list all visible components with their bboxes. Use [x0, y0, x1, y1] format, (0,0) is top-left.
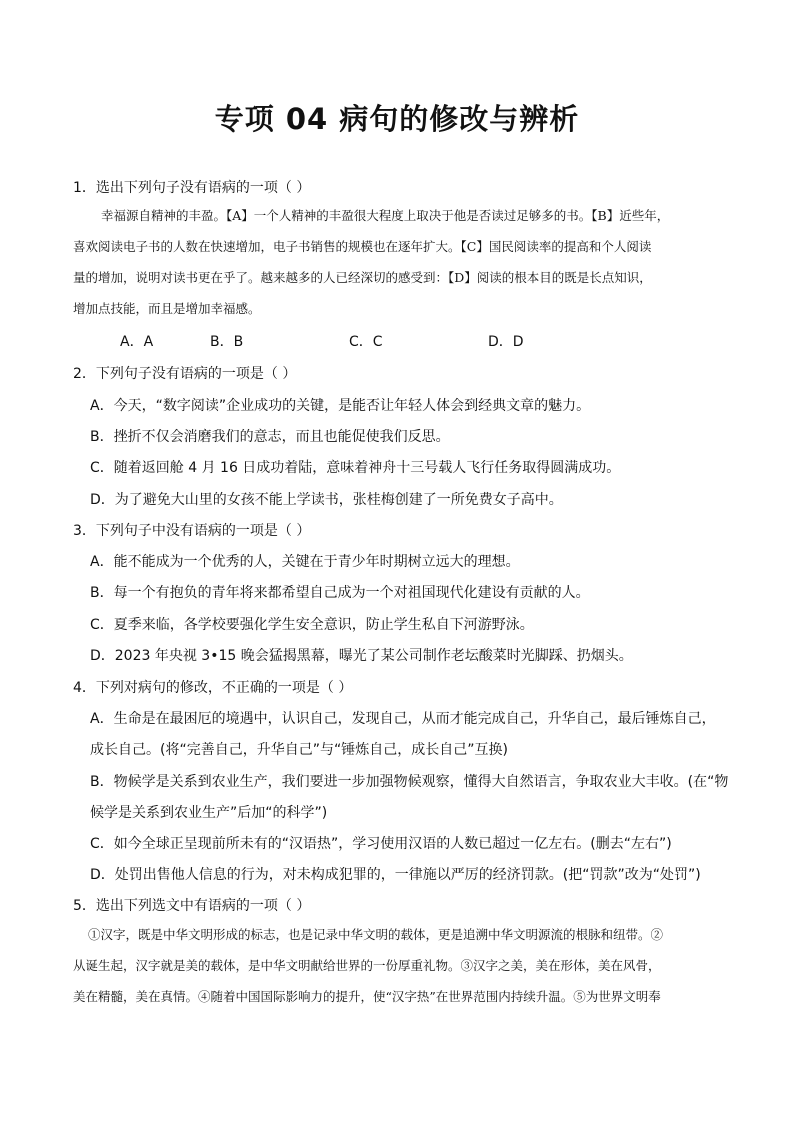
question-2-option-d[interactable]: D．为了避免大山里的女孩不能上学读书，张桂梅创建了一所免费女子高中。 [90, 492, 563, 508]
question-2-option-c[interactable]: C．随着返回舱 4 月 16 日成功着陆，意味着神舟十三号载人飞行任务取得圆满成功。 [90, 460, 621, 476]
passage-line: 喜欢阅读电子书的人数在快速增加，电子书销售的规模也在逐年扩大。【C】国民阅读率的提高和个人阅读 [73, 239, 652, 254]
passage-line: 美在精髓，美在真情。④随着中国国际影响力的提升，使“汉字热”在世界范围内持续升温。⑤为世界文明奉 [73, 989, 661, 1004]
passage-line: 幸福源自精神的丰盈。【A】一个人精神的丰盈很大程度上取决于他是否读过足够多的书。【B】近些年， [101, 208, 670, 223]
passage-line: 增加点技能，而且是增加幸福感。 [73, 301, 261, 316]
question-1-passage [73, 200, 728, 324]
question-1-stem: 1．选出下列句子没有语病的一项（ ） [73, 180, 311, 196]
question-4-option-b[interactable]: B．物候学是关系到农业生产，我们要进一步加强物候观察，懂得大自然语言，争取农业大丰收。(在“物 [90, 774, 729, 790]
question-4-option-c[interactable]: C．如今全球正呈现前所未有的“汉语热”，学习使用汉语的人数已超过一亿左右。(删去“左右”) [90, 836, 672, 852]
question-5-stem: 5．选出下列选文中有语病的一项（ ） [73, 898, 311, 914]
question-3-option-d[interactable]: D．2023 年央视 3•15 晚会猛揭黑幕，曝光了某公司制作老坛酸菜时光脚踩、扔烟头。 [90, 648, 633, 664]
question-5-passage [73, 919, 728, 1012]
passage-line: 从诞生起，汉字就是美的载体，是中华文明献给世界的一份厚重礼物。③汉字之美，美在形体，美在风骨， [73, 958, 661, 973]
question-2-option-b[interactable]: B．挫折不仅会消磨我们的意志，而且也能促使我们反思。 [90, 429, 450, 445]
choice-a[interactable]: A．A [120, 334, 154, 350]
choice-d[interactable]: D．D [488, 334, 524, 350]
passage-line: 量的增加，说明对读书更在乎了。越来越多的人已经深切的感受到：【D】阅读的根本目的既是长点知识， [73, 270, 652, 285]
question-3-stem: 3．下列句子中没有语病的一项是（ ） [73, 523, 311, 539]
question-3-option-a[interactable]: A．能不能成为一个优秀的人，关键在于青少年时期树立远大的理想。 [90, 554, 520, 570]
question-4-option-a-cont: 成长自己。(将“完善自己，升华自己”与“锤炼自己，成长自己”互换) [90, 742, 508, 758]
choice-b[interactable]: B．B [210, 334, 244, 350]
question-4-stem: 4．下列对病句的修改，不正确的一项是（ ） [73, 680, 353, 696]
question-3-option-b[interactable]: B．每一个有抱负的青年将来都希望自己成为一个对祖国现代化建设有贡献的人。 [90, 585, 590, 601]
question-3-option-c[interactable]: C．夏季来临，各学校要强化学生安全意识，防止学生私自下河游野泳。 [90, 617, 534, 633]
passage-line: ①汉字，既是中华文明形成的标志，也是记录中华文明的载体，更是追溯中华文明源流的根脉和纽带。② [88, 927, 664, 942]
question-4-option-d[interactable]: D．处罚出售他人信息的行为，对未构成犯罪的，一律施以严厉的经济罚款。(把“罚款”改为“处罚”) [90, 867, 701, 883]
question-4-option-a[interactable]: A．生命是在最困厄的境遇中，认识自己，发现自己，从而才能完成自己，升华自己，最后锤炼自己， [90, 711, 716, 727]
question-4-option-b-cont: 候学是关系到农业生产”后加“的科学”) [90, 805, 328, 821]
page-title: 专项 04 病句的修改与辨析 [214, 102, 580, 136]
question-2-option-a[interactable]: A．今天，“数字阅读”企业成功的关键，是能否让年轻人体会到经典文章的魅力。 [90, 398, 591, 414]
choice-c[interactable]: C．C [349, 334, 383, 350]
question-2-stem: 2．下列句子没有语病的一项是（ ） [73, 366, 297, 382]
